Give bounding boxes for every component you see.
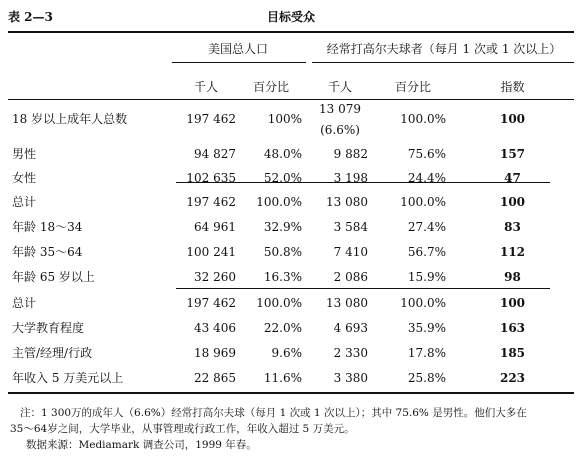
cell-us-percent: 11.6%: [263, 371, 302, 385]
cell-index: 83: [504, 220, 521, 234]
cell-golf-thousands: 13 080: [326, 296, 368, 310]
cell-us-thousands: 197 462: [186, 112, 236, 126]
table-row: [0, 193, 582, 211]
cell-golf-percent: 15.9%: [407, 270, 446, 284]
cell-golf-thousands: 3 584: [333, 220, 368, 234]
subheader-thousands: 千人: [193, 80, 218, 94]
table-notes: [10, 405, 574, 453]
cell-golf-thousands-note: (6.6%): [320, 123, 360, 137]
cell-us-thousands: 197 462: [186, 296, 236, 310]
cell-golf-percent: 25.8%: [407, 371, 446, 385]
table-row: [0, 319, 582, 337]
group-header-golfers: 经常打高尔夫球者（每月 1 次或 1 次以上）: [326, 42, 562, 56]
row-label: 年龄 35～64: [12, 245, 83, 259]
cell-us-percent: 22.0%: [263, 321, 302, 335]
table-row: [0, 369, 582, 387]
table-number: 表 2—3: [8, 10, 53, 24]
row-label: 年收入 5 万美元以上: [12, 371, 124, 385]
cell-index: 157: [499, 147, 526, 161]
golf-thousands-row: [0, 100, 582, 118]
cell-golf-percent: 75.6%: [407, 147, 446, 161]
cell-golf-thousands: 3 380: [333, 371, 368, 385]
group-rule-golf: [312, 62, 574, 63]
row-label: 18 岁以上成年人总数: [12, 112, 128, 126]
cell-golf-thousands: 4 693: [333, 321, 368, 335]
subheader-index: 指数: [500, 80, 525, 94]
cell-index: 47: [504, 171, 521, 185]
subheader-percent-golf: 百分比: [394, 80, 431, 94]
cell-index: 223: [499, 371, 526, 385]
cell-golf-thousands: 2 330: [333, 346, 368, 360]
row-label: 男性: [12, 147, 37, 161]
cell-golf-percent: 56.7%: [407, 245, 446, 259]
cell-index: 185: [499, 346, 526, 360]
cell-index: 98: [504, 270, 521, 284]
cell-golf-thousands: 9 882: [333, 147, 368, 161]
cell-index: 100: [499, 296, 526, 310]
cell-us-thousands: 102 635: [186, 171, 236, 185]
cell-golf-percent: 100.0%: [400, 296, 446, 310]
table-row: [0, 294, 582, 312]
table-row: [0, 268, 582, 286]
cell-golf-percent: 35.9%: [407, 321, 446, 335]
cell-golf-percent: 27.4%: [407, 220, 446, 234]
cell-us-thousands: 32 260: [194, 270, 236, 284]
note-line-1: 注：1 300万的成年人（6.6%）经常打高尔夫球（每月 1 次或 1 次以上）；其中 75.6% 是男性。他们大多在: [20, 407, 527, 419]
cell-us-percent: 9.6%: [271, 346, 302, 360]
cell-us-percent: 32.9%: [263, 220, 302, 234]
cell-us-percent: 16.3%: [263, 270, 302, 284]
row-label: 总计: [12, 296, 37, 310]
cell-golf-percent: 100.0%: [400, 112, 446, 126]
row-label: 大学教育程度: [12, 321, 85, 335]
row-label: 总计: [12, 195, 37, 209]
cell-us-thousands: 22 865: [194, 371, 236, 385]
cell-golf-percent: 17.8%: [407, 346, 446, 360]
row-label: 年龄 18～34: [12, 220, 83, 234]
cell-us-thousands: 100 241: [186, 245, 236, 259]
subtotal-rule-gender: [176, 182, 550, 183]
row-label: 年龄 65 岁以上: [12, 270, 95, 284]
cell-index: 100: [499, 195, 526, 209]
subheader-percent: 百分比: [252, 80, 289, 94]
note-line-2: 35～64岁之间，大学毕业，从事管理或行政工作，年收入超过 5 万美元。: [10, 423, 355, 435]
group-rule-us: [172, 62, 306, 63]
subheader-thousands-golf: 千人: [327, 80, 352, 94]
top-rule: [8, 31, 574, 33]
cell-us-percent: 100.0%: [256, 296, 302, 310]
cell-us-thousands: 64 961: [194, 220, 236, 234]
row-label: 主管/经理/行政: [12, 346, 93, 360]
table-title: 目标受众: [266, 10, 315, 24]
row-label: 女性: [12, 171, 37, 185]
cell-golf-thousands: 7 410: [333, 245, 368, 259]
table-row: [0, 243, 582, 261]
cell-us-thousands: 18 969: [194, 346, 236, 360]
cell-us-percent: 52.0%: [263, 171, 302, 185]
cell-us-thousands: 43 406: [194, 321, 236, 335]
table-row: [0, 169, 582, 187]
table-row: [0, 145, 582, 163]
cell-index: 100: [499, 112, 526, 126]
cell-us-percent: 50.8%: [263, 245, 302, 259]
data-source: 数据来源：Mediamark 调查公司，1999 年春。: [26, 439, 257, 451]
cell-golf-percent: 24.4%: [407, 171, 446, 185]
group-header-us-population: 美国总人口: [207, 42, 268, 56]
table-row: [0, 218, 582, 236]
table-row: [0, 344, 582, 362]
cell-us-thousands: 94 827: [194, 147, 236, 161]
table-caption: [8, 8, 574, 26]
cell-golf-thousands: 2 086: [333, 270, 368, 284]
golf-thousands-note-row: [0, 121, 582, 139]
cell-us-percent: 100%: [267, 112, 302, 126]
subtotal-rule-age: [176, 288, 550, 289]
cell-index: 112: [499, 245, 526, 259]
cell-us-percent: 48.0%: [263, 147, 302, 161]
cell-index: 163: [499, 321, 526, 335]
bottom-rule: [8, 392, 574, 394]
cell-golf-percent: 100.0%: [400, 195, 446, 209]
cell-golf-thousands: 13 079: [319, 102, 361, 116]
cell-golf-thousands: 13 080: [326, 195, 368, 209]
cell-us-percent: 100.0%: [256, 195, 302, 209]
cell-us-thousands: 197 462: [186, 195, 236, 209]
cell-golf-thousands: 3 198: [333, 171, 368, 185]
